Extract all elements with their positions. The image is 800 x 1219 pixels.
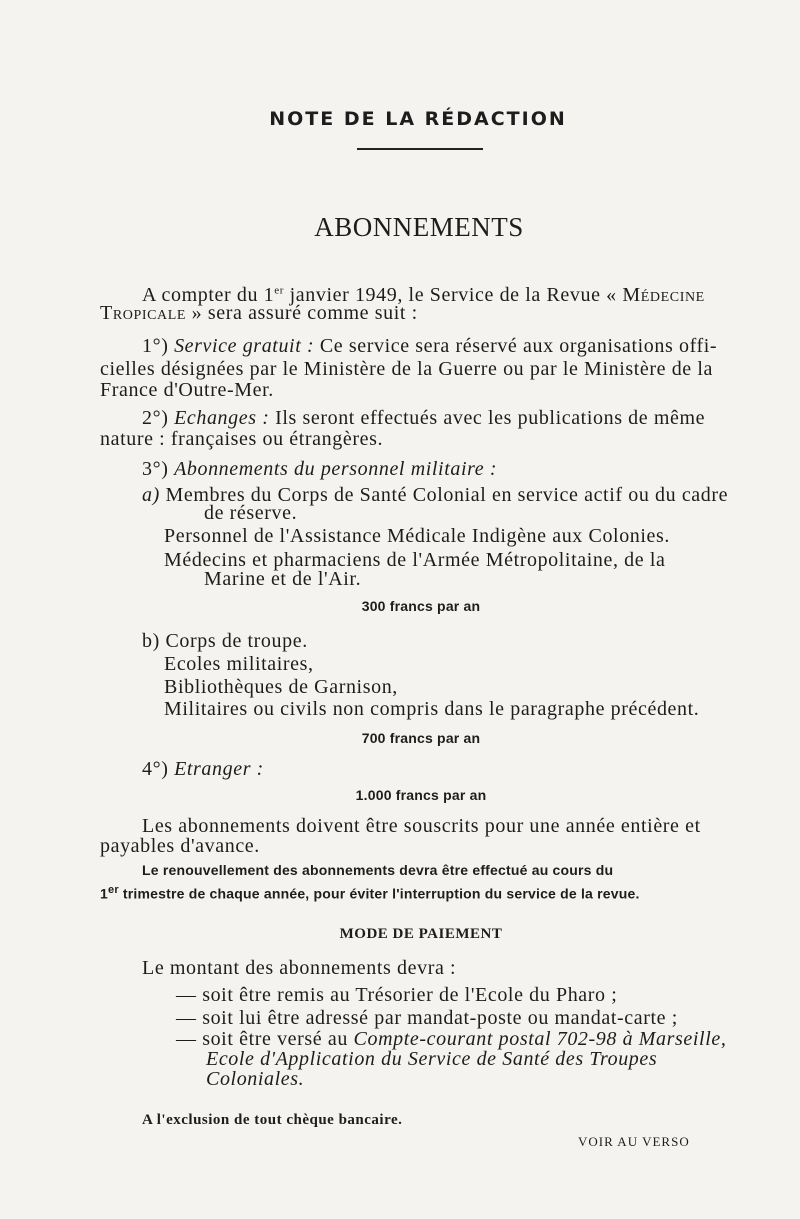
item-3-a-line-5: Marine et de l'Air. [204, 568, 362, 590]
price-military-b: 700 francs par an [361, 730, 481, 746]
renewal-line-1: Le renouvellement des abonnements devra être effectué au cours du [142, 862, 614, 878]
payment-intro: Le montant des abonnements devra : [142, 957, 457, 979]
payment-heading: MODE DE PAIEMENT [339, 926, 503, 942]
item-1-line-3: France d'Outre-Mer. [100, 379, 274, 401]
verso-note: VOIR AU VERSO [578, 1134, 690, 1149]
item-1-label: Service gratuit : [174, 335, 315, 357]
payment-option-3-line-1: — soit être versé au Compte-courant postal 702-98 à Marseille, [176, 1028, 727, 1050]
item-2-line-1: 2°) Echanges : Ils seront effectués avec les publications de même [142, 407, 706, 429]
renewal-line-2: 1er trimestre de chaque année, pour éviter l'interruption du service de la revue. [100, 884, 640, 902]
payment-exclusion: A l'exclusion de tout chèque bancaire. [142, 1112, 403, 1128]
item-1-line-1: 1°) Service gratuit : Ce service sera réservé aux organisations offi- [142, 335, 718, 357]
intro-line-2: Tropicale » sera assuré comme suit : [100, 302, 418, 324]
price-foreign: 1.000 francs par an [355, 787, 487, 803]
item-3-heading: 3°) Abonnements du personnel militaire : [142, 458, 498, 480]
item-3-label: Abonnements du personnel militaire : [174, 458, 498, 480]
subscriptions-line-1: Les abonnements doivent être souscrits pour une année entière et [142, 815, 701, 837]
item-3-b-line-4: Militaires ou civils non compris dans le paragraphe précédent. [164, 698, 700, 720]
payment-option-3-line-2: Ecole d'Application du Service de Santé des Troupes [206, 1048, 658, 1070]
item-4-label: Etranger : [174, 758, 264, 780]
item-4-line: 4°) Etranger : [142, 758, 264, 780]
item-3-a-line-3: Personnel de l'Assistance Médicale Indigène aux Colonies. [164, 525, 671, 547]
payment-option-1: — soit être remis au Trésorier de l'Ecole du Pharo ; [176, 984, 618, 1006]
payment-option-3-line-3: Coloniales. [206, 1068, 305, 1090]
subscriptions-line-2: payables d'avance. [100, 835, 260, 857]
payment-option-2: — soit lui être adressé par mandat-poste ou mandat-carte ; [176, 1007, 678, 1029]
item-3-a-line-1: a) Membres du Corps de Santé Colonial en service actif ou du cadre [142, 484, 729, 506]
item-2-line-2: nature : françaises ou étrangères. [100, 428, 384, 450]
note-kicker: NOTE DE LA RÉDACTION [269, 108, 567, 130]
item-3-b-line-1: b) Corps de troupe. [142, 630, 308, 652]
item-2-label: Echanges : [174, 407, 270, 429]
item-3-a-line-4: Médecins et pharmaciens de l'Armée Métropolitaine, de la [164, 549, 666, 571]
item-3-b-line-2: Ecoles militaires, [164, 653, 314, 675]
item-3-a-line-2: de réserve. [204, 502, 298, 524]
intro-line-1: A compter du 1er janvier 1949, le Service de la Revue « Médecine [142, 284, 705, 306]
price-military-a: 300 francs par an [361, 598, 481, 614]
page-title: ABONNEMENTS [314, 212, 524, 242]
item-1-line-2: cielles désignées par le Ministère de la Guerre ou par le Ministère de la [100, 358, 714, 380]
title-divider [357, 148, 483, 150]
item-3-b-line-3: Bibliothèques de Garnison, [164, 676, 398, 698]
